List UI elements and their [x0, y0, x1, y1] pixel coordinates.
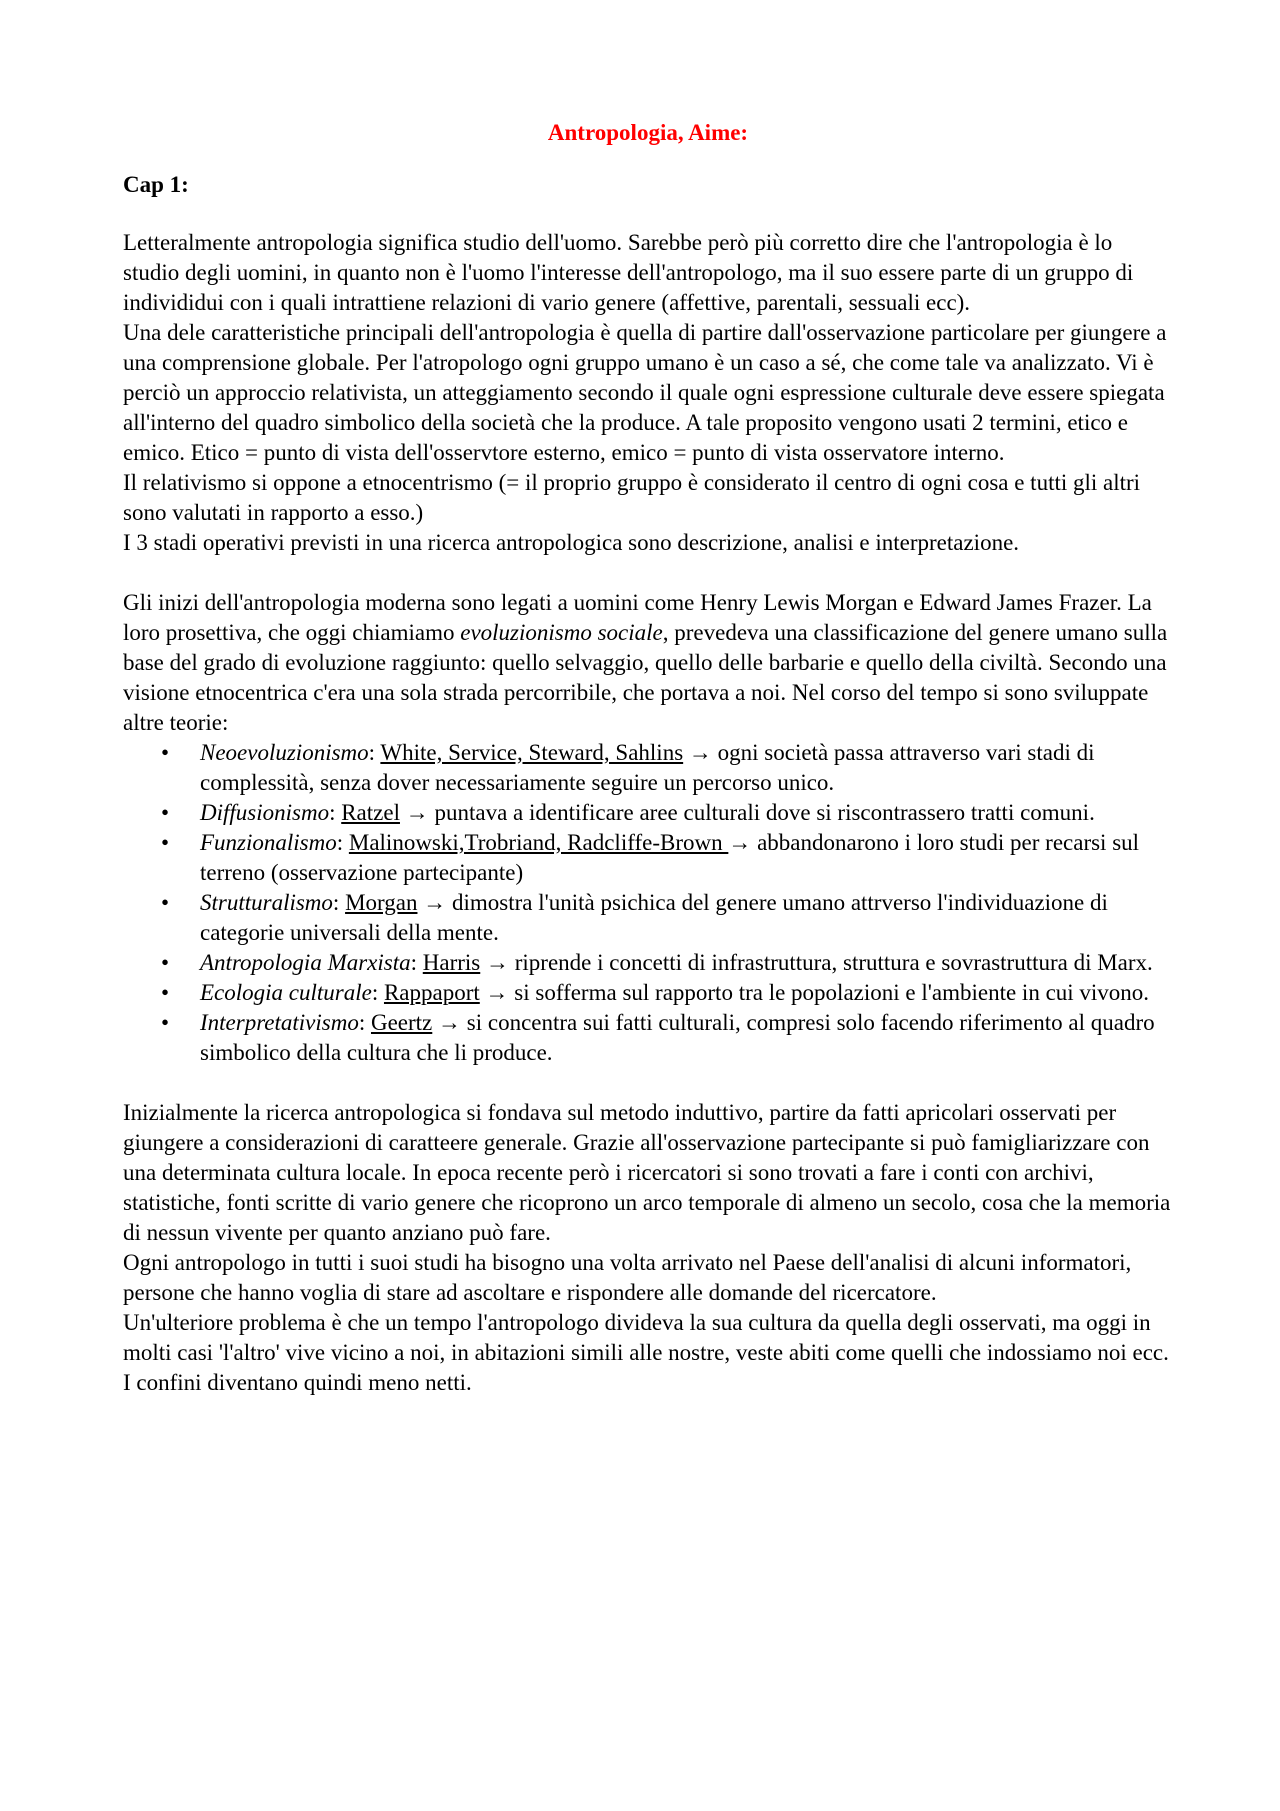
chapter-heading: Cap 1:: [123, 172, 189, 197]
bullet-icon: •: [161, 800, 170, 825]
list-item: [123, 738, 1173, 798]
list-item: [123, 1008, 1173, 1068]
bullet-icon: •: [161, 830, 170, 855]
theory-authors: Harris: [422, 950, 481, 975]
theory-separator: :: [329, 800, 342, 825]
theory-name: Antropologia Marxista: [200, 950, 411, 975]
theory-description: → puntava a identificare aree culturali dove si riscontrassero tratti comuni.: [399, 800, 1095, 825]
list-item: [123, 888, 1173, 948]
paragraph-method: Inizialmente la ricerca antropologica si fondava sul metodo induttivo, partire da fatti apricolari osservati per giungere a considerazioni di caratteere generale. Grazie all'osservazione partecipante si può famigliarizzare con una determinata cultura locale. In epoca recente però i ricercatori si sono trovati a fare i conti con archivi, statistiche, fonti scritte di vario genere che ricoprono un arco temporale di almeno un secolo, cosa che la memoria di nessun vivente per quanto anziano può fare.: [123, 1100, 1171, 1245]
theory-name: Diffusionismo: [200, 800, 330, 825]
history-text-after: , prevedeva una classificazione del genere umano sulla base del grado di evoluzione raggiunto: quello selvaggio, quello delle barbarie e quello della civiltà. Secondo una visione etnocentrica c'era una sola strada percorribile, che portava a noi. Nel corso del tempo si sono sviluppate altre teorie:: [123, 620, 1168, 735]
list-item: [123, 978, 1173, 1008]
history-emphasis: evoluzionismo sociale: [460, 620, 663, 645]
theory-separator: :: [336, 830, 349, 855]
theory-authors: Rappaport: [383, 980, 480, 1005]
theories-list: [123, 738, 1173, 1068]
list-item: [123, 798, 1173, 828]
document-page: [123, 118, 1173, 1398]
theory-separator: :: [368, 740, 381, 765]
theory-description: → si sofferma sul rapporto tra le popolazioni e l'ambiente in cui vivono.: [479, 980, 1150, 1005]
theory-authors: Geertz: [370, 1010, 433, 1035]
blank-line: [123, 558, 1173, 588]
paragraph-definition: Letteralmente antropologia significa studio dell'uomo. Sarebbe però più corretto dire che l'antropologia è lo studio degli uomini, in quanto non è l'uomo l'interesse dell'antropologo, ma il suo essere parte di un gruppo di individidui con i quali intrattiene relazioni di vario genere (affettive, parentali, sessuali ecc).: [123, 230, 1134, 315]
theory-description: → si concentra sui fatti culturali, compresi solo facendo riferimento al quadro simbolico della cultura che li produce.: [200, 1010, 1155, 1065]
theory-authors: Morgan: [345, 890, 418, 915]
document-title: Antropologia, Aime:: [547, 120, 749, 145]
paragraph-boundaries: Un'ulteriore problema è che un tempo l'antropologo divideva la sua cultura da quella degli osservati, ma oggi in molti casi 'l'altro' vive vicino a noi, in abitazioni simili alle nostre, veste abiti come quelli che indossiamo noi ecc. I confini diventano quindi meno netti.: [123, 1310, 1169, 1395]
theory-description: → abbandonarono i loro studi per recarsi sul terreno (osservazione partecipante): [200, 830, 1140, 885]
theory-authors: White, Service, Steward, Sahlins: [380, 740, 684, 765]
bullet-icon: •: [161, 950, 170, 975]
bullet-icon: •: [161, 890, 170, 915]
paragraph-informants: Ogni antropologo in tutti i suoi studi ha bisogno una volta arrivato nel Paese dell'analisi di alcuni informatori, persone che hanno voglia di stare ad ascoltare e rispondere alle domande del ricercatore.: [123, 1250, 1132, 1305]
bullet-icon: •: [161, 980, 170, 1005]
theory-name: Interpretativismo: [200, 1010, 359, 1035]
history-text-before: Gli inizi dell'antropologia moderna sono legati a uomini come Henry Lewis Morgan e Edward James Frazer. La loro prosettiva, che oggi chiamiamo: [123, 590, 1152, 645]
theory-name: Neoevoluzionismo: [200, 740, 369, 765]
theory-separator: :: [410, 950, 423, 975]
list-item: [123, 948, 1173, 978]
blank-line: [123, 1068, 1173, 1098]
bullet-icon: •: [161, 740, 170, 765]
theory-name: Funzionalismo: [200, 830, 337, 855]
theory-description: → ogni società passa attraverso vari stadi di complessità, senza dover necessariamente seguire un percorso unico.: [200, 740, 1095, 795]
theory-name: Ecologia culturale: [200, 980, 372, 1005]
theory-description: → riprende i concetti di infrastruttura, struttura e sovrastruttura di Marx.: [480, 950, 1153, 975]
theory-name: Strutturalismo: [200, 890, 333, 915]
theory-authors: Malinowski,Trobriand, Radcliffe-Brown: [348, 830, 729, 855]
paragraph-relativism: Una dele caratteristiche principali dell'antropologia è quella di partire dall'osservazione particolare per giungere a una comprensione globale. Per l'atropologo ogni gruppo umano è un caso a sé, che come tale va analizzato. Vi è perciò un approccio relativista, un atteggiamento secondo il quale ogni espressione culturale deve essere spiegata all'interno del quadro simbolico della società che la produce. A tale proposito vengono usati 2 termini, etico e emico. Etico = punto di vista dell'osservtore esterno, emico = punto di vista osservatore interno.: [123, 320, 1167, 465]
paragraph-history: [123, 588, 1173, 738]
theory-separator: :: [332, 890, 346, 915]
paragraph-stages: I 3 stadi operativi previsti in una ricerca antropologica sono descrizione, analisi e interpretazione.: [123, 530, 1020, 555]
theory-separator: :: [358, 1010, 371, 1035]
theory-separator: :: [371, 980, 384, 1005]
theory-authors: Ratzel: [341, 800, 400, 825]
theory-description: → dimostra l'unità psichica del genere umano attrverso l'individuazione di categorie universali della mente.: [200, 890, 1108, 945]
bullet-icon: •: [161, 1010, 170, 1035]
paragraph-ethnocentrism: Il relativismo si oppone a etnocentrismo (= il proprio gruppo è considerato il centro di ogni cosa e tutti gli altri sono valutati in rapporto a esso.): [123, 470, 1141, 525]
list-item: [123, 828, 1173, 888]
